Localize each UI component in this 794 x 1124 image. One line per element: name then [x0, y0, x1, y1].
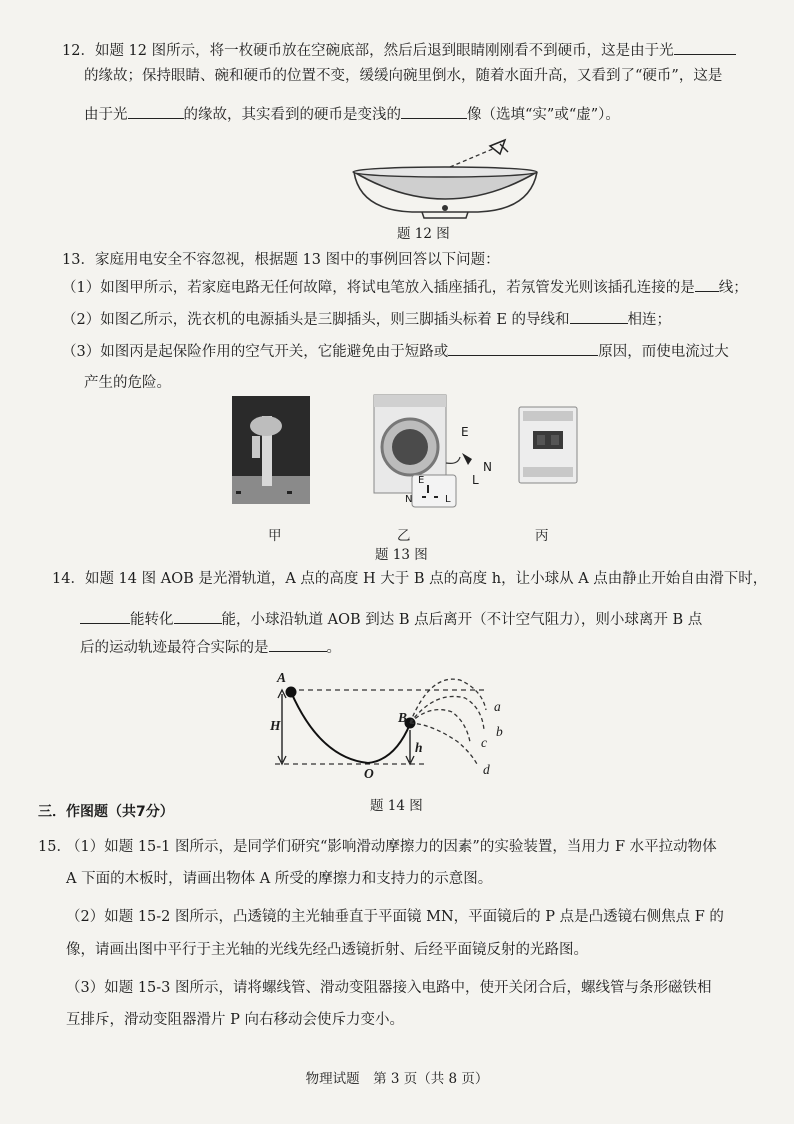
- q12-text-1: 12．如题 12 图所示，将一枚硬币放在空碗底部，然后后退到眼睛刚刚看不到硬币，这是由于光: [62, 43, 674, 59]
- q13-blank-2: [570, 309, 628, 324]
- q15-part1-line2: A 下面的木板时，请画出物体 A 所受的摩擦力和支持力的示意图。: [66, 871, 493, 887]
- bowl-foot: [422, 212, 468, 218]
- q15-part3-line1: （3）如题 15-3 图所示，请将螺线管、滑动变阻器接入电路中，使开关闭合后，螺线管与条形磁铁相: [66, 980, 712, 996]
- q12-text-3a: 由于光: [84, 107, 128, 123]
- q14-blank-1: [80, 609, 130, 624]
- q14-text-2a: 能转化: [130, 612, 174, 628]
- socket-label-l: L: [445, 494, 451, 505]
- q12-text-3c: 像（选填“实”或“虚”）。: [467, 107, 620, 123]
- plug-label-e: E: [461, 425, 469, 439]
- switch-terminals-top: [523, 411, 573, 421]
- q12-caption: 题 12 图: [397, 226, 450, 242]
- plug-icon: [462, 453, 472, 465]
- q14-line2: [80, 609, 702, 630]
- air-switch-figure: [517, 405, 581, 485]
- trajectory-a: [410, 679, 486, 723]
- q13-blank-3: [448, 341, 598, 356]
- coin: [442, 205, 448, 211]
- control-panel: [374, 395, 446, 407]
- q15-part2-line2: 像，请画出图中平行于主光轴的光线先经凸透镜折射、后经平面镜反射的光路图。: [66, 942, 588, 958]
- plug-label-n: N: [483, 460, 492, 474]
- q15-number: 15．: [38, 839, 71, 855]
- label-O: O: [364, 766, 374, 781]
- q13-p3-text-b: 原因，而使电流过大: [598, 344, 729, 360]
- label-jia: 甲: [268, 528, 282, 544]
- switch-lever-1: [537, 435, 545, 445]
- socket-label-e: E: [418, 475, 425, 486]
- label-b: b: [496, 724, 503, 739]
- finger: [252, 436, 260, 458]
- label-B: B: [398, 710, 408, 725]
- hand: [250, 416, 282, 436]
- q12-blank-2: [128, 104, 184, 119]
- q15-part2-line1: （2）如题 15-2 图所示，凸透镜的主光轴垂直于平面镜 MN，平面镜后的 P 点是凸透镜右侧焦点 F 的: [66, 909, 724, 925]
- q13-part2: [62, 309, 671, 330]
- label-H: H: [270, 718, 281, 733]
- washing-machine-figure: [372, 393, 502, 511]
- plug-label-l: L: [472, 473, 479, 487]
- label-d: d: [483, 762, 490, 777]
- socket-hole-2: [287, 491, 292, 494]
- sight-line: [450, 148, 495, 167]
- ball-A: [286, 687, 297, 698]
- q13-p2-end: 相连；: [627, 312, 672, 328]
- switch-terminals-bottom: [523, 467, 573, 477]
- q12-bowl-figure: [340, 136, 530, 221]
- switch-lever-2: [551, 435, 559, 445]
- bowl-rim: [353, 167, 537, 177]
- q15-part1-line1: （1）如题 15-1 图所示，是同学们研究“影响滑动摩擦力的因素”的实验装置，当用力 F 水平拉动物体: [66, 839, 717, 855]
- q13-p3-text: （3）如图丙是起保险作用的空气开关，它能避免由于短路或: [62, 344, 449, 360]
- q13-part3: [62, 341, 729, 362]
- test-pen-photo: [232, 396, 312, 506]
- q13-p2-text: （2）如图乙所示，洗衣机的电源插头是三脚插头，则三脚插头标着 E 的导线和: [62, 312, 570, 328]
- q14-text-2b: 能，小球沿轨道 AOB 到达 B 点后离开（不计空气阻力），则小球离开 B 点: [221, 612, 703, 628]
- label-A: A: [277, 670, 287, 685]
- power-cord: [446, 457, 460, 463]
- q15-part3-line2: 互排斥，滑动变阻器滑片 P 向右移动会使斥力变小。: [66, 1012, 404, 1028]
- page-footer: 物理试题 第 3 页（共 8 页）: [305, 1071, 489, 1087]
- q12-line1: [62, 40, 736, 61]
- trajectory-c: [410, 710, 470, 742]
- q12-text-3b: 的缘故，其实看到的硬币是变浅的: [183, 107, 401, 123]
- q12-blank-3: [401, 104, 467, 119]
- q14-blank-2: [174, 609, 222, 624]
- q14-line3: [80, 637, 341, 658]
- label-yi: 乙: [397, 528, 411, 544]
- q14-line1: 14．如题 14 图 AOB 是光滑轨道，A 点的高度 H 大于 B 点的高度 h，让小球从 A 点由静止开始自由滑下时，: [52, 571, 768, 587]
- q13-part1: [62, 277, 748, 298]
- q13-p1-end: 线；: [718, 280, 748, 296]
- q14-caption: 题 14 图: [370, 798, 423, 814]
- q12-line3: [84, 104, 620, 125]
- label-bing: 丙: [535, 528, 549, 544]
- q14-track-figure: [260, 668, 510, 788]
- track-AOB: [291, 692, 410, 763]
- socket-label-n: N: [405, 494, 413, 505]
- q13-caption: 题 13 图: [375, 547, 428, 563]
- q13-p1-text: （1）如图甲所示，若家庭电路无任何故障，将试电笔放入插座插孔，若氖管发光则该插孔连接的是: [62, 280, 695, 296]
- door-glass: [392, 429, 428, 465]
- q14-text-3-end: 。: [326, 640, 341, 656]
- label-a: a: [494, 699, 501, 714]
- q13-line1: 13．家庭用电安全不容忽视，根据题 13 图中的事例回答以下问题：: [62, 252, 500, 268]
- q12-line2: 的缘故；保持眼睛、碗和硬币的位置不变，缓缓向碗里倒水，随着水面升高，又看到了“硬币”，这是: [84, 68, 723, 84]
- socket-hole-1: [236, 491, 241, 494]
- section-3-heading: 三．作图题（共7分）: [38, 804, 174, 820]
- q14-text-3: 后的运动轨迹最符合实际的是: [80, 640, 269, 656]
- q14-blank-3: [269, 637, 327, 652]
- q13-blank-1: [695, 277, 719, 292]
- q12-blank-1: [674, 40, 736, 55]
- label-h: h: [415, 740, 423, 755]
- label-c: c: [481, 735, 487, 750]
- q13-part3-cont: 产生的危险。: [84, 375, 171, 391]
